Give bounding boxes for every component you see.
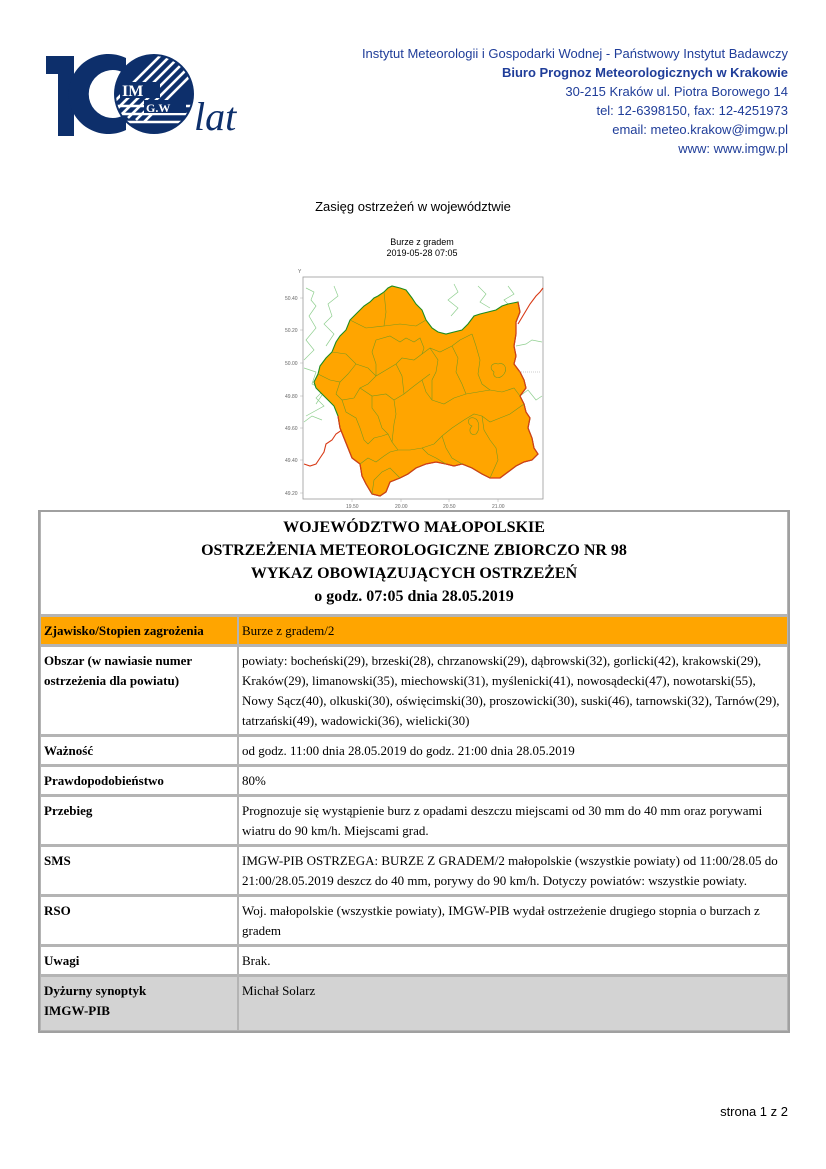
table-row-remarks [40,945,788,975]
row-value: Woj. małopolskie (wszystkie powiaty), IMGW-PIB wydał ostrzeżenie drugiego stopnia o burzach z gradem [238,895,788,945]
row-label: Uwagi [40,945,238,975]
forecaster-name: Michał Solarz [238,975,788,1031]
row-value: 80% [238,765,788,795]
row-value: od godz. 11:00 dnia 28.05.2019 do godz. 21:00 dnia 28.05.2019 [238,735,788,765]
y-tick: 50.40 [285,296,298,302]
svg-text:IM: IM [122,83,144,100]
imgw-100-lat-logo [44,52,254,142]
x-tick: 21.00 [492,504,505,510]
website: www: www.imgw.pl [678,141,788,156]
y-tick: 49.60 [285,426,298,432]
email: email: meteo.krakow@imgw.pl [612,122,788,137]
report-title-line: WOJEWÓDZTWO MAŁOPOLSKIE [283,519,545,536]
table-row-sms [40,845,788,895]
x-tick: 19.50 [346,504,359,510]
row-value: IMGW-PIB OSTRZEGA: BURZE Z GRADEM/2 małopolskie (wszystkie powiaty) od 11:00/28.05 do 21:00/28.05.2019 deszcz do 40 mm, porywy do 90 km/h. Dotyczy powiatów: wszystkie powiaty. [238,845,788,895]
table-row-validity [40,735,788,765]
table-row-rso [40,895,788,945]
report-title-line: o godz. 07:05 dnia 28.05.2019 [314,588,514,605]
x-tick: 20.00 [395,504,408,510]
row-value: Prognozuje się wystąpienie burz z opadami deszczu miejscami od 30 mm do 40 mm oraz porywami wiatru do 90 km/h. Miejscami grad. [238,795,788,845]
map-title: Burze z gradem [390,237,454,247]
warning-map [276,268,548,512]
row-label: Zjawisko/Stopien zagrożenia [40,615,238,645]
row-value: powiaty: bocheński(29), brzeski(28), chrzanowski(29), dąbrowski(32), gorlicki(42), krakowski(29), Kraków(29), limanowski(35), miechowski(31), myślenicki(41), nowosądecki(47), nowotarski(55), Nowy Sącz(40), olkuski(30), oświęcimski(30), proszowicki(30), suski(46), tarnowski(32), Tarnów(29), tatrzański(49), wadowicki(36), wielicki(30) [238,645,788,735]
row-label [40,975,238,1031]
map-title-block [300,237,544,259]
y-tick: 49.20 [285,491,298,497]
section-title: Zasięg ostrzeżeń w województwie [315,199,511,214]
table-row-probability [40,765,788,795]
office-name: Biuro Prognoz Meteorologicznych w Krakowie [501,65,788,80]
table-row-forecaster [40,975,788,1031]
institution-header [362,44,788,158]
x-tick: 20.50 [443,504,456,510]
row-label: Prawdopodobieństwo [40,765,238,795]
forecaster-label: Dyżurny synoptyk [44,983,147,998]
table-row-area [40,645,788,735]
institute-name: Instytut Meteorologii i Gospodarki Wodnej - Państwowy Instytut Badawczy [361,46,788,61]
forecaster-org: IMGW-PIB [44,1003,110,1018]
svg-text:G.W: G.W [146,101,171,115]
svg-text:lat: lat [194,94,237,139]
row-value: Burze z gradem/2 [238,615,788,645]
row-label: SMS [40,845,238,895]
warning-table [38,510,790,1033]
table-row-phenomenon [40,615,788,645]
report-title-line: OSTRZEŻENIA METEOROLOGICZNE ZBIORCZO NR 98 [201,542,627,559]
report-title-line: WYKAZ OBOWIĄZUJĄCYCH OSTRZEŻEŃ [250,565,578,582]
row-label: Ważność [40,735,238,765]
phone-fax: tel: 12-6398150, fax: 12-4251973 [596,103,788,118]
map-datetime: 2019-05-28 07:05 [386,248,458,258]
y-axis-label: Y [298,269,302,275]
y-tick: 50.00 [285,361,298,367]
report-title [40,512,788,615]
row-label: Obszar (w nawiasie numer ostrzeżenia dla powiatu) [40,645,238,735]
row-label: Przebieg [40,795,238,845]
row-value: Brak. [238,945,788,975]
y-tick: 49.80 [285,394,298,400]
y-tick: 50.20 [285,328,298,334]
address: 30-215 Kraków ul. Piotra Borowego 14 [565,84,788,99]
table-row-course [40,795,788,845]
y-tick: 49.40 [285,458,298,464]
page-number: strona 1 z 2 [720,1104,788,1119]
report-title-row [40,512,788,615]
row-label: RSO [40,895,238,945]
